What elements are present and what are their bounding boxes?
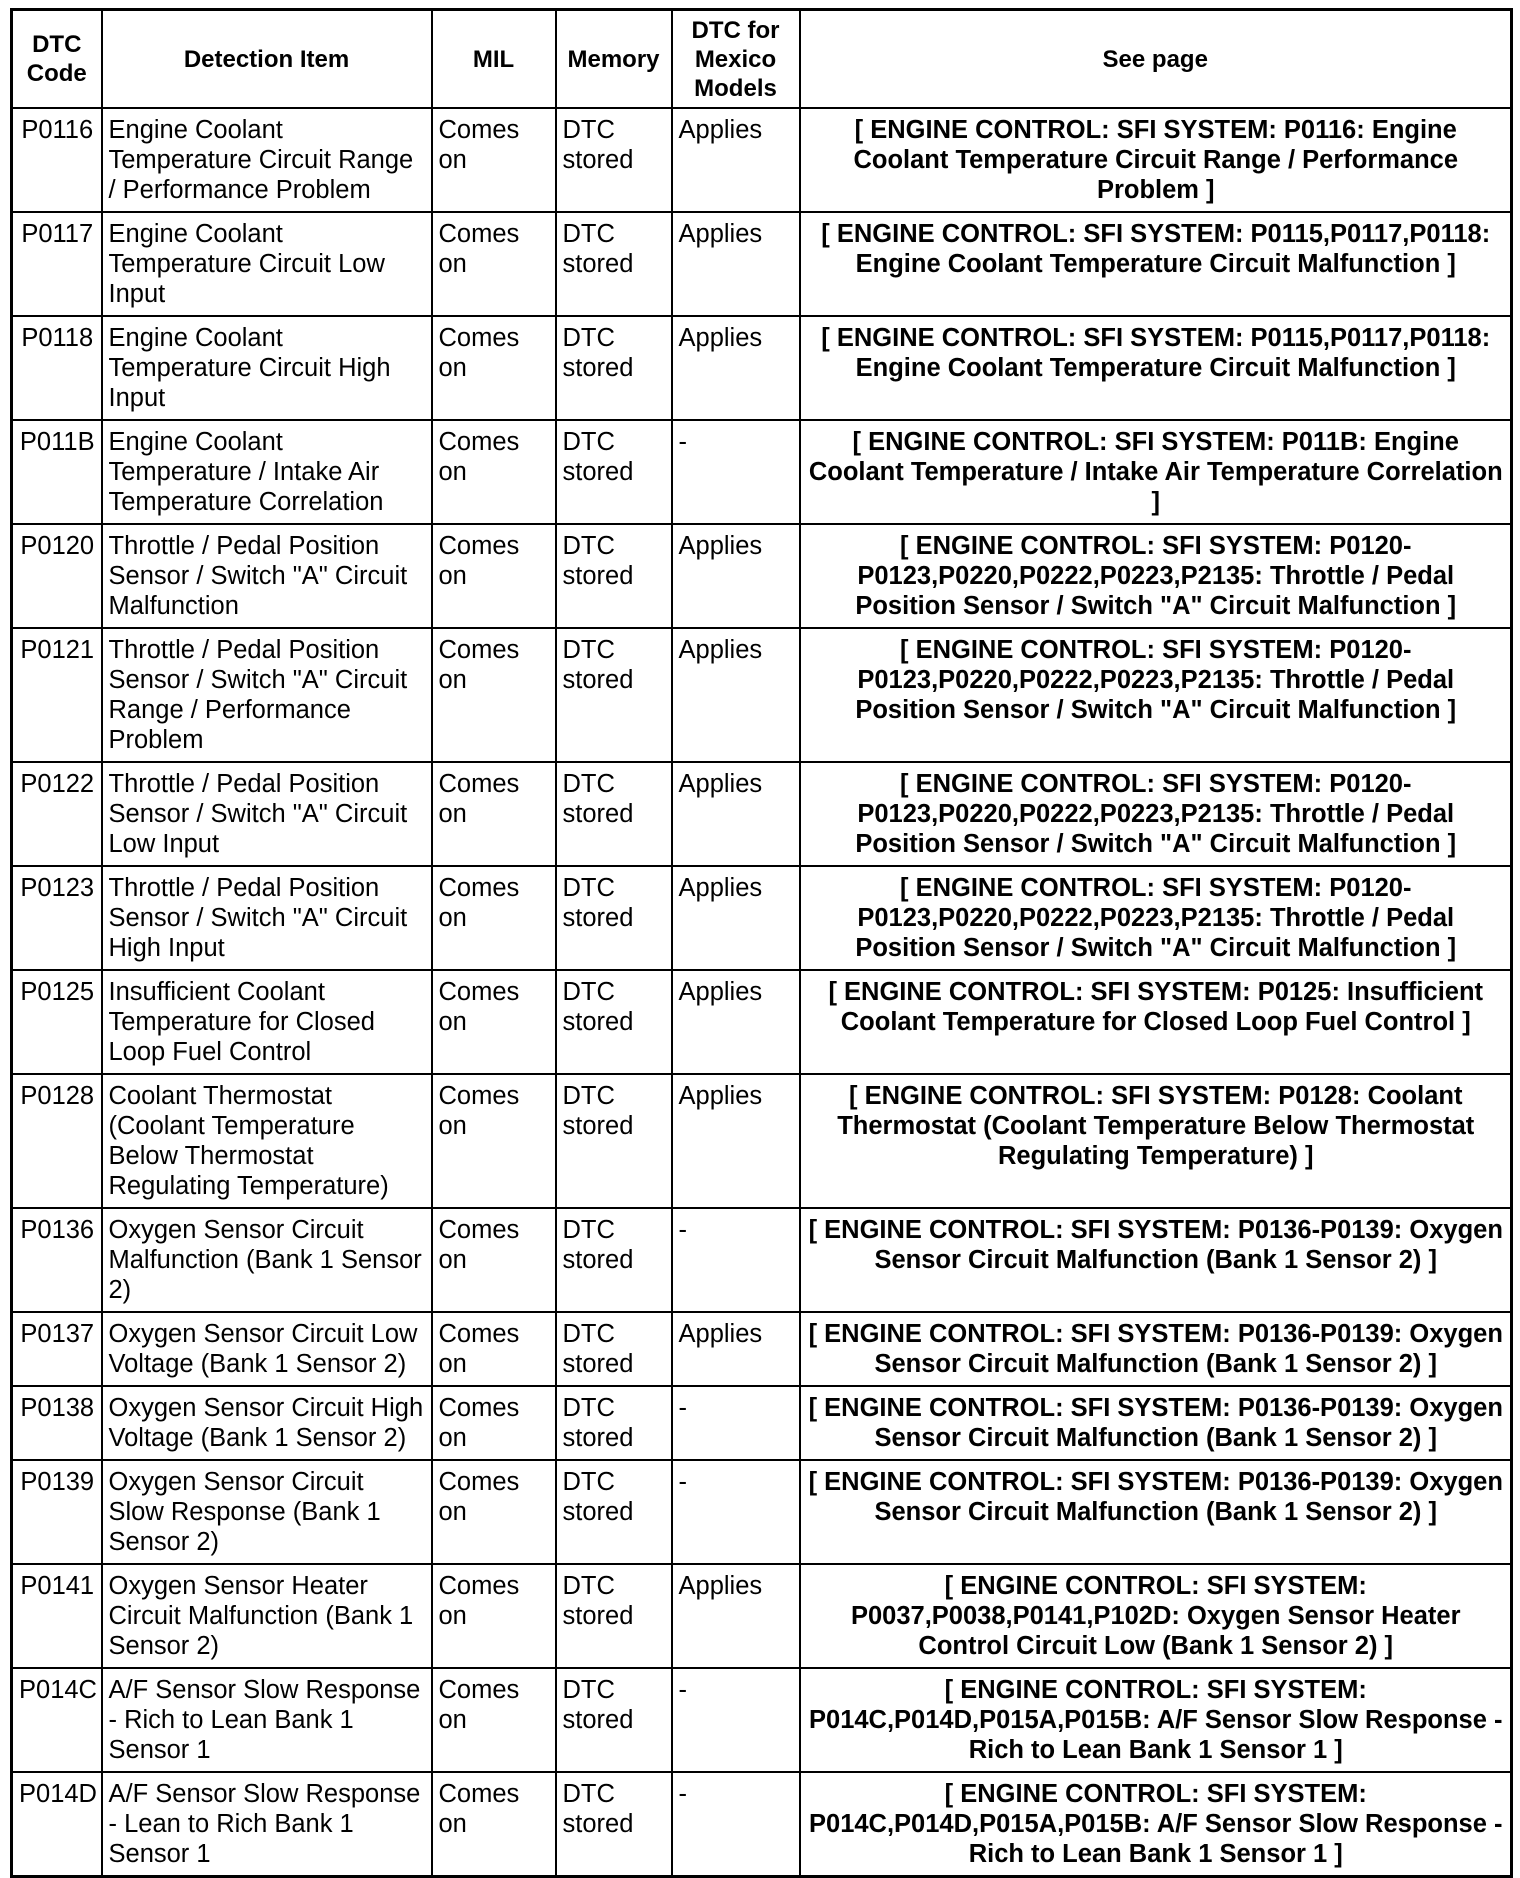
header-mexico-models: DTC for Mexico Models: [672, 10, 800, 109]
detection-item: Oxygen Sensor Heater Circuit Malfunction (Bank 1 Sensor 2): [102, 1564, 432, 1668]
dtc-code: P0136: [12, 1208, 102, 1312]
detection-item: Oxygen Sensor Circuit High Voltage (Bank 1 Sensor 2): [102, 1386, 432, 1460]
mil-status: Comes on: [432, 420, 556, 524]
header-memory: Memory: [556, 10, 672, 109]
see-page-link[interactable]: [ ENGINE CONTROL: SFI SYSTEM: P0120-P0123,P0220,P0222,P0223,P2135: Throttle / Pedal Position Sensor / Switch "A" Circuit Malfunction ]: [800, 762, 1512, 866]
see-page-link[interactable]: [ ENGINE CONTROL: SFI SYSTEM: P0037,P0038,P0141,P102D: Oxygen Sensor Heater Control Circuit Low (Bank 1 Sensor 2) ]: [800, 1564, 1512, 1668]
see-page-link[interactable]: [ ENGINE CONTROL: SFI SYSTEM: P014C,P014D,P015A,P015B: A/F Sensor Slow Response - Rich to Lean Bank 1 Sensor 1 ]: [800, 1772, 1512, 1877]
table-row: [12, 970, 1512, 1074]
mil-status: Comes on: [432, 316, 556, 420]
see-page-link[interactable]: [ ENGINE CONTROL: SFI SYSTEM: P0136-P0139: Oxygen Sensor Circuit Malfunction (Bank 1 Sensor 2) ]: [800, 1386, 1512, 1460]
mexico-applies: Applies: [672, 1564, 800, 1668]
dtc-code: P0122: [12, 762, 102, 866]
detection-item: Oxygen Sensor Circuit Slow Response (Bank 1 Sensor 2): [102, 1460, 432, 1564]
memory-status: DTC stored: [556, 1564, 672, 1668]
mexico-applies: Applies: [672, 970, 800, 1074]
detection-item: Engine Coolant Temperature Circuit Low Input: [102, 212, 432, 316]
mexico-applies: Applies: [672, 212, 800, 316]
dtc-code: P0117: [12, 212, 102, 316]
see-page-link[interactable]: [ ENGINE CONTROL: SFI SYSTEM: P0115,P0117,P0118: Engine Coolant Temperature Circuit Malfunction ]: [800, 316, 1512, 420]
header-dtc-code: DTC Code: [12, 10, 102, 109]
memory-status: DTC stored: [556, 970, 672, 1074]
detection-item: Coolant Thermostat (Coolant Temperature Below Thermostat Regulating Temperature): [102, 1074, 432, 1208]
detection-item: Oxygen Sensor Circuit Low Voltage (Bank 1 Sensor 2): [102, 1312, 432, 1386]
memory-status: DTC stored: [556, 1386, 672, 1460]
mexico-applies: -: [672, 1208, 800, 1312]
table-row: [12, 762, 1512, 866]
memory-status: DTC stored: [556, 1312, 672, 1386]
mil-status: Comes on: [432, 762, 556, 866]
dtc-code: P011B: [12, 420, 102, 524]
mil-status: Comes on: [432, 866, 556, 970]
dtc-code: P0128: [12, 1074, 102, 1208]
detection-item: Throttle / Pedal Position Sensor / Switch "A" Circuit Low Input: [102, 762, 432, 866]
memory-status: DTC stored: [556, 420, 672, 524]
mexico-applies: Applies: [672, 866, 800, 970]
detection-item: Insufficient Coolant Temperature for Closed Loop Fuel Control: [102, 970, 432, 1074]
mexico-applies: Applies: [672, 316, 800, 420]
mexico-applies: Applies: [672, 762, 800, 866]
header-see-page: See page: [800, 10, 1512, 109]
header-mil: MIL: [432, 10, 556, 109]
table-row: [12, 108, 1512, 212]
dtc-code: P0139: [12, 1460, 102, 1564]
mil-status: Comes on: [432, 628, 556, 762]
see-page-link[interactable]: [ ENGINE CONTROL: SFI SYSTEM: P0125: Insufficient Coolant Temperature for Closed Loop Fuel Control ]: [800, 970, 1512, 1074]
mexico-applies: Applies: [672, 524, 800, 628]
see-page-link[interactable]: [ ENGINE CONTROL: SFI SYSTEM: P0120-P0123,P0220,P0222,P0223,P2135: Throttle / Pedal Position Sensor / Switch "A" Circuit Malfunction ]: [800, 866, 1512, 970]
header-row: [12, 10, 1512, 109]
mil-status: Comes on: [432, 1772, 556, 1877]
mil-status: Comes on: [432, 1668, 556, 1772]
table-row: [12, 316, 1512, 420]
table-row: [12, 1208, 1512, 1312]
memory-status: DTC stored: [556, 1460, 672, 1564]
mil-status: Comes on: [432, 524, 556, 628]
dtc-code: P0137: [12, 1312, 102, 1386]
memory-status: DTC stored: [556, 316, 672, 420]
memory-status: DTC stored: [556, 1772, 672, 1877]
table-row: [12, 212, 1512, 316]
mexico-applies: Applies: [672, 108, 800, 212]
memory-status: DTC stored: [556, 866, 672, 970]
table-row: [12, 1074, 1512, 1208]
dtc-code: P0123: [12, 866, 102, 970]
dtc-code: P0118: [12, 316, 102, 420]
dtc-code: P0120: [12, 524, 102, 628]
mil-status: Comes on: [432, 212, 556, 316]
dtc-code: P0141: [12, 1564, 102, 1668]
memory-status: DTC stored: [556, 628, 672, 762]
dtc-code: P0138: [12, 1386, 102, 1460]
table-row: [12, 1460, 1512, 1564]
mexico-applies: -: [672, 1460, 800, 1564]
see-page-link[interactable]: [ ENGINE CONTROL: SFI SYSTEM: P0116: Engine Coolant Temperature Circuit Range / Performance Problem ]: [800, 108, 1512, 212]
mexico-applies: Applies: [672, 1074, 800, 1208]
see-page-link[interactable]: [ ENGINE CONTROL: SFI SYSTEM: P0136-P0139: Oxygen Sensor Circuit Malfunction (Bank 1 Sensor 2) ]: [800, 1208, 1512, 1312]
see-page-link[interactable]: [ ENGINE CONTROL: SFI SYSTEM: P0136-P0139: Oxygen Sensor Circuit Malfunction (Bank 1 Sensor 2) ]: [800, 1312, 1512, 1386]
detection-item: Throttle / Pedal Position Sensor / Switch "A" Circuit Malfunction: [102, 524, 432, 628]
mil-status: Comes on: [432, 108, 556, 212]
memory-status: DTC stored: [556, 108, 672, 212]
table-row: [12, 524, 1512, 628]
mexico-applies: Applies: [672, 628, 800, 762]
see-page-link[interactable]: [ ENGINE CONTROL: SFI SYSTEM: P011B: Engine Coolant Temperature / Intake Air Temperature Correlation ]: [800, 420, 1512, 524]
mexico-applies: Applies: [672, 1312, 800, 1386]
mil-status: Comes on: [432, 1074, 556, 1208]
see-page-link[interactable]: [ ENGINE CONTROL: SFI SYSTEM: P0120-P0123,P0220,P0222,P0223,P2135: Throttle / Pedal Position Sensor / Switch "A" Circuit Malfunction ]: [800, 628, 1512, 762]
mil-status: Comes on: [432, 1208, 556, 1312]
table-row: [12, 1312, 1512, 1386]
mil-status: Comes on: [432, 1386, 556, 1460]
table-row: [12, 1386, 1512, 1460]
see-page-link[interactable]: [ ENGINE CONTROL: SFI SYSTEM: P0136-P0139: Oxygen Sensor Circuit Malfunction (Bank 1 Sensor 2) ]: [800, 1460, 1512, 1564]
table-row: [12, 1564, 1512, 1668]
dtc-code: P0116: [12, 108, 102, 212]
table-row: [12, 628, 1512, 762]
memory-status: DTC stored: [556, 524, 672, 628]
header-detection-item: Detection Item: [102, 10, 432, 109]
see-page-link[interactable]: [ ENGINE CONTROL: SFI SYSTEM: P0115,P0117,P0118: Engine Coolant Temperature Circuit Malfunction ]: [800, 212, 1512, 316]
detection-item: Engine Coolant Temperature Circuit Range / Performance Problem: [102, 108, 432, 212]
mexico-applies: -: [672, 1668, 800, 1772]
dtc-code: P0121: [12, 628, 102, 762]
detection-item: Engine Coolant Temperature / Intake Air Temperature Correlation: [102, 420, 432, 524]
memory-status: DTC stored: [556, 762, 672, 866]
table-row: [12, 1772, 1512, 1877]
detection-item: A/F Sensor Slow Response - Lean to Rich Bank 1 Sensor 1: [102, 1772, 432, 1877]
mil-status: Comes on: [432, 1564, 556, 1668]
dtc-code: P014C: [12, 1668, 102, 1772]
memory-status: DTC stored: [556, 212, 672, 316]
mexico-applies: -: [672, 1386, 800, 1460]
dtc-table: [10, 8, 1513, 1878]
see-page-link[interactable]: [ ENGINE CONTROL: SFI SYSTEM: P0120-P0123,P0220,P0222,P0223,P2135: Throttle / Pedal Position Sensor / Switch "A" Circuit Malfunction ]: [800, 524, 1512, 628]
detection-item: Throttle / Pedal Position Sensor / Switch "A" Circuit High Input: [102, 866, 432, 970]
mil-status: Comes on: [432, 970, 556, 1074]
dtc-code: P0125: [12, 970, 102, 1074]
dtc-code: P014D: [12, 1772, 102, 1877]
table-row: [12, 1668, 1512, 1772]
mil-status: Comes on: [432, 1460, 556, 1564]
detection-item: Throttle / Pedal Position Sensor / Switch "A" Circuit Range / Performance Problem: [102, 628, 432, 762]
table-row: [12, 866, 1512, 970]
table-row: [12, 420, 1512, 524]
detection-item: A/F Sensor Slow Response - Rich to Lean Bank 1 Sensor 1: [102, 1668, 432, 1772]
mil-status: Comes on: [432, 1312, 556, 1386]
mexico-applies: -: [672, 1772, 800, 1877]
mexico-applies: -: [672, 420, 800, 524]
detection-item: Oxygen Sensor Circuit Malfunction (Bank 1 Sensor 2): [102, 1208, 432, 1312]
see-page-link[interactable]: [ ENGINE CONTROL: SFI SYSTEM: P014C,P014D,P015A,P015B: A/F Sensor Slow Response - Rich to Lean Bank 1 Sensor 1 ]: [800, 1668, 1512, 1772]
memory-status: DTC stored: [556, 1208, 672, 1312]
memory-status: DTC stored: [556, 1668, 672, 1772]
detection-item: Engine Coolant Temperature Circuit High Input: [102, 316, 432, 420]
memory-status: DTC stored: [556, 1074, 672, 1208]
see-page-link[interactable]: [ ENGINE CONTROL: SFI SYSTEM: P0128: Coolant Thermostat (Coolant Temperature Below Thermostat Regulating Temperature) ]: [800, 1074, 1512, 1208]
